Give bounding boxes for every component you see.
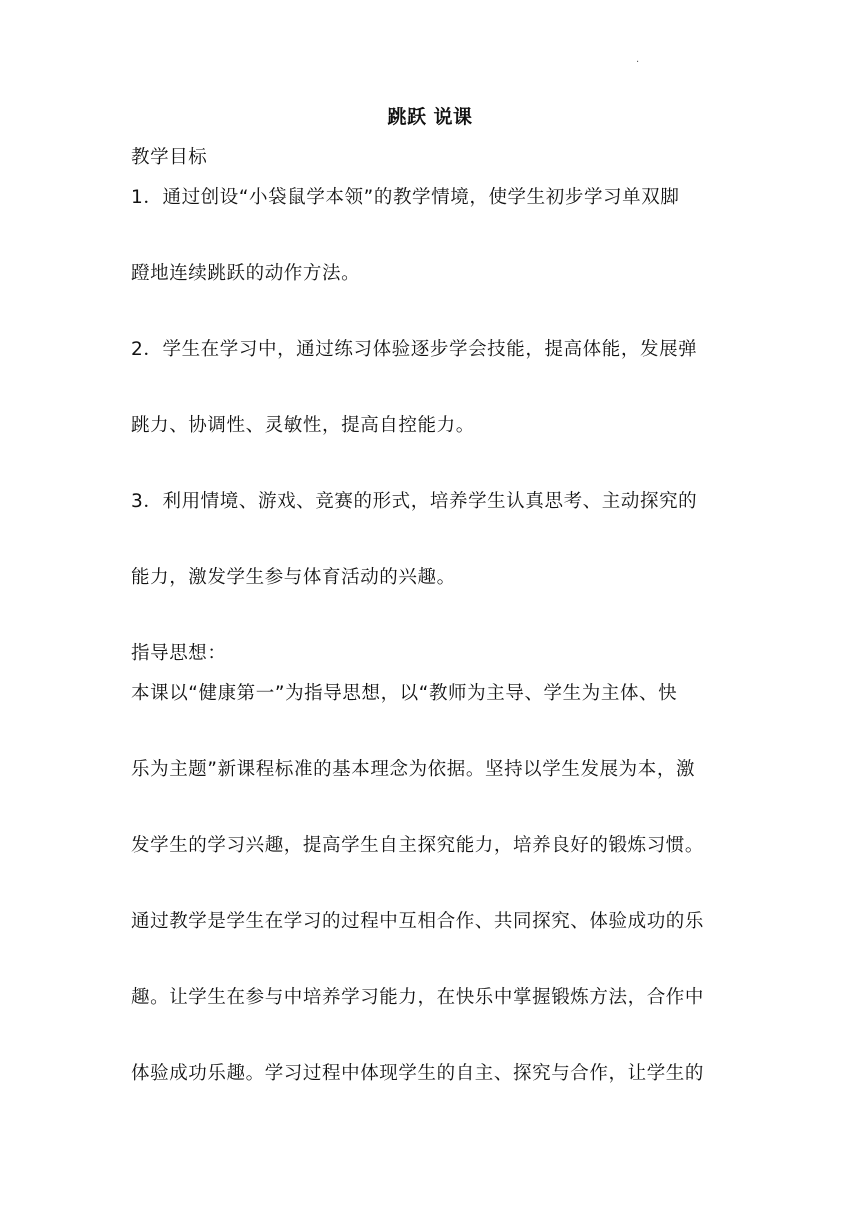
guidance-line: 乐为主题”新课程标准的基本理念为依据。坚持以学生发展为本，激 — [131, 759, 696, 780]
goal-line: 3．利用情境、游戏、竞赛的形式，培养学生认真思考、主动探究的 — [131, 491, 698, 512]
goal-line: 2．学生在学习中，通过练习体验逐步学会技能，提高体能，发展弹 — [131, 339, 698, 360]
goal-line: 蹬地连续跳跃的动作方法。 — [131, 263, 361, 284]
guidance-line: 本课以“健康第一”为指导思想，以“教师为主导、学生为主体、快 — [131, 683, 678, 704]
header-dot: · — [636, 57, 640, 68]
section-heading-guidance: 指导思想： — [131, 643, 227, 664]
goal-line: 跳力、协调性、灵敏性，提高自控能力。 — [131, 415, 475, 436]
guidance-line: 通过教学是学生在学习的过程中互相合作、共同探究、体验成功的乐 — [131, 911, 705, 932]
guidance-line: 体验成功乐趣。学习过程中体现学生的自主、探究与合作，让学生的 — [131, 1063, 705, 1084]
goal-line: 能力，激发学生参与体育活动的兴趣。 — [131, 567, 456, 588]
goal-line: 1．通过创设“小袋鼠学本领”的教学情境，使学生初步学习单双脚 — [131, 187, 680, 208]
guidance-line: 趣。让学生在参与中培养学习能力，在快乐中掌握锻炼方法，合作中 — [131, 987, 705, 1008]
guidance-line: 发学生的学习兴趣，提高学生自主探究能力，培养良好的锻炼习惯。 — [131, 835, 705, 856]
section-heading-goals: 教学目标 — [131, 147, 208, 168]
document-title: 跳跃 说课 — [387, 106, 473, 128]
